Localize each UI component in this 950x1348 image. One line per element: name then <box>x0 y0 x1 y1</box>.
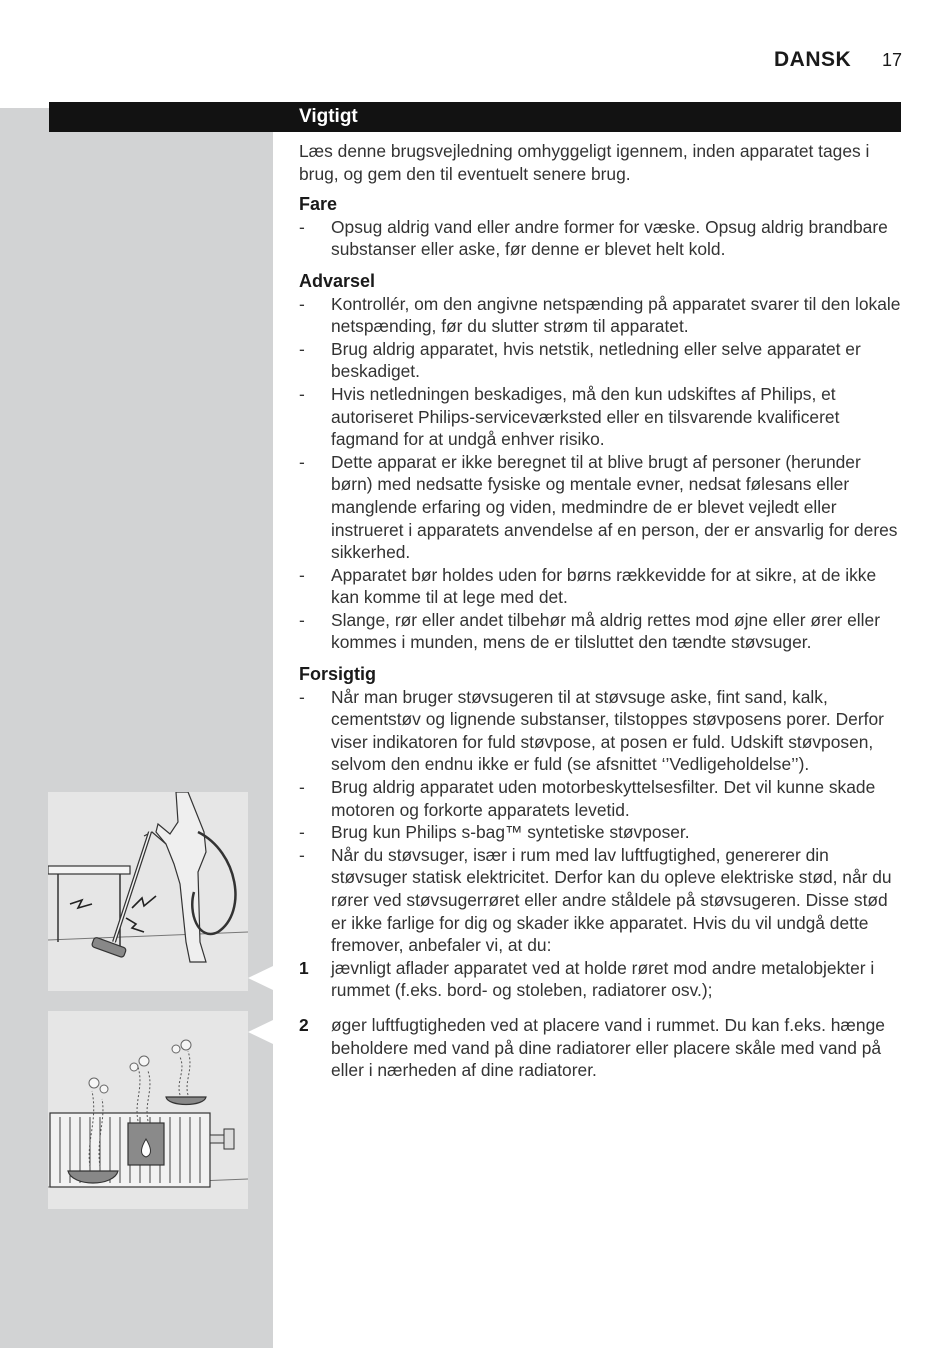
advarsel-list <box>299 293 904 655</box>
list-item: - Apparatet bør holdes uden for børns rækkevidde for at sikre, at de ikke kan komme til at lege med det. <box>299 564 877 608</box>
language-label: DANSK <box>774 48 852 71</box>
bullet: - <box>299 338 305 359</box>
intro-paragraph: Læs denne brugsvejledning omhyggeligt igennem, inden apparatet tages i brug, og gem den til eventuelt senere brug. <box>299 141 870 184</box>
step-number: 2 <box>299 1014 309 1035</box>
bullet: - <box>299 451 305 472</box>
list-item: - Opsug aldrig vand eller andre former for væske. Opsug aldrig brandbare substanser eller aske, før denne er blevet helt kold. <box>299 216 888 260</box>
fare-list <box>299 216 904 261</box>
bullet: - <box>299 777 305 798</box>
list-item: - Brug aldrig apparatet, hvis netstik, netledning eller selve apparatet er beskadiget. <box>299 338 861 382</box>
illustration-radiator-water <box>48 1011 248 1209</box>
list-item: - Brug aldrig apparatet uden motorbeskyttelsesfilter. Det vil kunne skade motoren og forkorte apparatets levetid. <box>299 777 876 820</box>
figure-pointer-2 <box>248 1020 273 1044</box>
page-number: 17 <box>882 50 903 70</box>
list-item: - Dette apparat er ikke beregnet til at blive brugt af personer (herunder børn) med nedsatte fysiske og mentale evner, nedsat følesans eller manglende erfaring og viden, medmindre de er blevet vejledt eller instrueret i apparatets anvendelse af en person, der er ansvarlig for deres sikkerhed. <box>299 451 898 563</box>
list-item: - Når man bruger støvsugeren til at støvsuge aske, fint sand, kalk, cementstøv og lignende substanser, tilstoppes støvposens porer. Derfor viser indikatoren for fuld støvpose, at posen er fuld. Udskift støvposen, selvom den endnu ikke er fuld (se afsnittet ‘’Vedligeholdelse’’). <box>299 686 884 775</box>
numbered-step: 1 jævnligt aflader apparatet ved at holde røret mod andre metalobjekter i rummet (f.eks. bord- og stoleben, radiatorer osv.); <box>299 957 875 1001</box>
bullet: - <box>299 564 305 585</box>
bullet: - <box>299 822 305 843</box>
main-content <box>299 140 904 1091</box>
radiator-illustration <box>48 1011 248 1209</box>
numbered-step: 2 øger luftfugtigheden ved at placere vand i rummet. Du kan f.eks. hænge beholdere med vand på dine radiatorer eller placere skåle med vand på eller i nærheden af dine radiatorer. <box>299 1014 885 1081</box>
list-item: - Slange, rør eller andet tilbehør må aldrig rettes mod øjne eller ører eller kommes i munden, mens de er tilsluttet den tændte støvsuger. <box>299 609 880 653</box>
bullet: - <box>299 609 305 630</box>
heading-fare: Fare <box>299 194 338 215</box>
bullet: - <box>299 293 305 314</box>
list-item: - Hvis netledningen beskadiges, må den kun udskiftes af Philips, et autoriseret Philips-serviceværksted eller en tilsvarende kvalificeret fagmand for at undgå enhver risiko. <box>299 383 840 450</box>
bullet: - <box>299 216 305 237</box>
heading-advarsel: Advarsel <box>299 270 376 291</box>
illustration-static-shock <box>48 792 248 991</box>
heading-forsigtig: Forsigtig <box>299 664 376 685</box>
figure-pointer-1 <box>248 966 273 990</box>
vacuum-person-illustration <box>48 792 248 991</box>
list-item: - Kontrollér, om den angivne netspænding på apparatet svarer til den lokale netspænding, før du slutter strøm til apparatet. <box>299 293 901 337</box>
bullet: - <box>299 844 305 865</box>
bullet: - <box>299 686 305 707</box>
section-title: Vigtigt <box>299 106 358 127</box>
bullet: - <box>299 383 305 404</box>
list-item: - Når du støvsuger, især i rum med lav luftfugtighed, genererer din støvsuger statisk elektricitet. Derfor kan du opleve elektriske stød, når du rører ved støvsugerrøret eller andre ståldele på støvsugeren. Disse stød er ikke farlige for dig og skader ikke apparatet. Hvis du vil undgå dette fremover, anbefaler vi, at du: <box>299 844 892 956</box>
forsigtig-list <box>299 686 904 1082</box>
step-number: 1 <box>299 957 309 978</box>
section-title-bar <box>49 102 901 132</box>
list-item: - Brug kun Philips s-bag™ syntetiske støvposer. <box>299 822 690 843</box>
